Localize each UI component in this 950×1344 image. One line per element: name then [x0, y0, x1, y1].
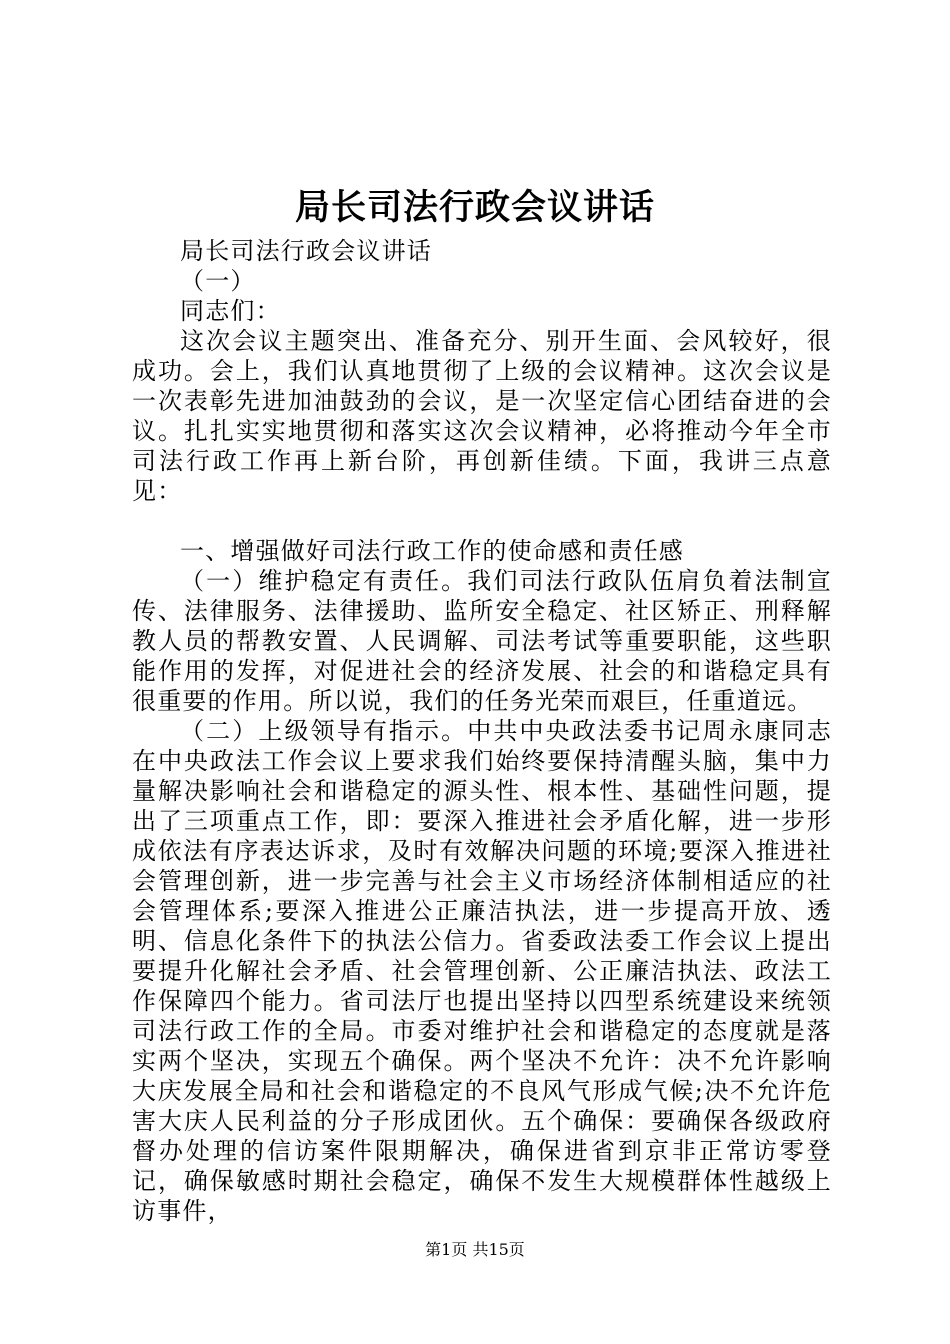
- salutation-paragraph: 同志们：: [180, 297, 281, 325]
- body-paragraph-1: （一）维护稳定有责任。我们司法行政队伍肩负着法制宣传、法律服务、法律援助、监所安全稳定、社区矫正、刑释解教人员的帮教安置、人民调解、司法考试等重要职能，这些职能作用的发挥，对促进社会的经济发展、社会的和谐稳定具有很重要的作用。所以说，我们的任务光荣而艰巨，任重道远。: [132, 567, 832, 715]
- page-footer: 第1页 共15页: [425, 1240, 525, 1259]
- subtitle-paragraph: 局长司法行政会议讲话: [180, 237, 432, 265]
- section-number-paragraph: （一）: [180, 267, 256, 295]
- document-body: [132, 236, 832, 1226]
- document-title: 局长司法行政会议讲话: [294, 187, 655, 228]
- heading-paragraph: 一、增强做好司法行政工作的使命感和责任感: [180, 537, 684, 565]
- intro-paragraph: 这次会议主题突出、准备充分、别开生面、会风较好，很成功。会上，我们认真地贯彻了上级的会议精神。这次会议是一次表彰先进加油鼓劲的会议，是一次坚定信心团结奋进的会议。扎扎实实地贯彻和落实这次会议精神，必将推动今年全市司法行政工作再上新台阶，再创新佳绩。下面，我讲三点意见：: [132, 327, 832, 505]
- body-paragraph-2: （二）上级领导有指示。中共中央政法委书记周永康同志在中央政法工作会议上要求我们始终要保持清醒头脑，集中力量解决影响社会和谐稳定的源头性、根本性、基础性问题，提出了三项重点工作，即：要深入推进社会矛盾化解，进一步形成依法有序表达诉求，及时有效解决问题的环境;要深入推进社会管理创新，进一步完善与社会主义市场经济体制相适应的社会管理体系;要深入推进公正廉洁执法，进一步提高开放、透明、信息化条件下的执法公信力。省委政法委工作会议上提出要提升化解社会矛盾、社会管理创新、公正廉洁执法、政法工作保障四个能力。省司法厅也提出坚持以四型系统建设来统领司法行政工作的全局。市委对维护社会和谐稳定的态度就是落实两个坚决，实现五个确保。两个坚决不允许：决不允许影响大庆发展全局和社会和谐稳定的不良风气形成气候;决不允许危害大庆人民利益的分子形成团伙。五个确保：要确保各级政府督办处理的信访案件限期解决，确保进省到京非正常访零登记，确保敏感时期社会稳定，确保不发生大规模群体性越级上访事件，: [132, 717, 832, 1225]
